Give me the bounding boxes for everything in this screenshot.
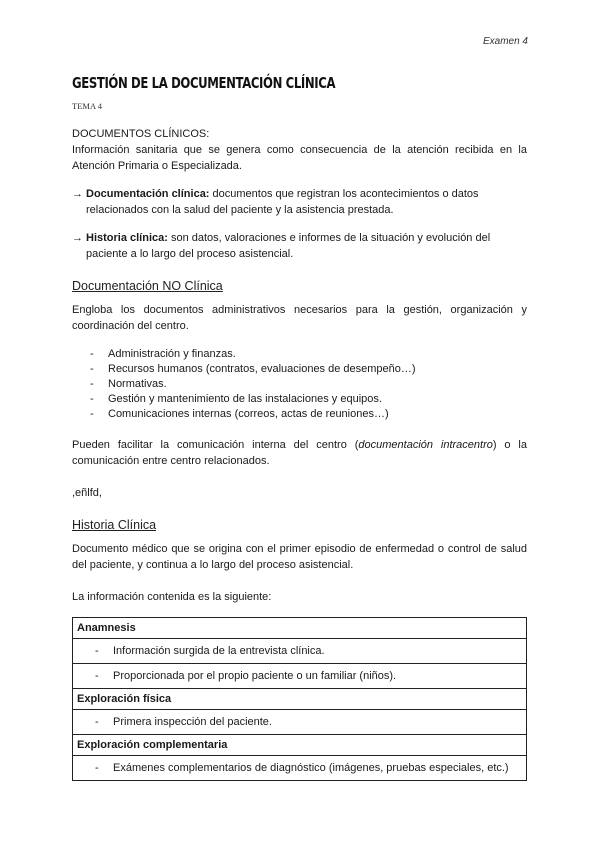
stray-text: ,eñlfd, (72, 487, 102, 499)
table-item: Información surgida de la entrevista clínica. (113, 645, 325, 657)
arrow-icon: → (72, 188, 83, 200)
document-body (72, 126, 527, 781)
table-item: Primera inspección del paciente. (113, 716, 272, 728)
table-section-title: Exploración complementaria (73, 735, 527, 756)
definition-item (72, 230, 527, 262)
non-clinical-text: Engloba los documentos administrativos necesarios para la gestión, organización y coordinación del centro. (72, 304, 527, 332)
definition-term: Documentación clínica: (86, 188, 210, 200)
table-intro: La información contenida es la siguiente: (72, 591, 272, 603)
table-row (73, 618, 527, 639)
table-row: - Información surgida de la entrevista clínica. (73, 639, 527, 664)
intro-heading: DOCUMENTOS CLÍNICOS: (72, 128, 210, 140)
definition-item (72, 186, 527, 218)
non-clinical-closing: Pueden facilitar la comunicación interna del centro (documentación intracentro) o la comunicación entre centro relacionados. (72, 439, 527, 467)
table-item: Proporcionada por el propio paciente o un familiar (niños). (113, 670, 397, 682)
arrow-icon: → (72, 232, 83, 244)
table-section-title: Exploración física (73, 689, 527, 710)
page-header-label: Examen 4 (482, 36, 528, 47)
table-row: - Proporcionada por el propio paciente o un familiar (niños). (73, 664, 527, 689)
document-title: GESTIÓN DE LA DOCUMENTACIÓN CLÍNICA (72, 74, 336, 92)
list-item: - Comunicaciones internas (correos, actas de reuniones…) (90, 408, 389, 420)
table-section-title: Anamnesis (73, 618, 527, 639)
list-item: - Administración y finanzas. (90, 348, 236, 360)
list-item: - Gestión y mantenimiento de las instalaciones y equipos. (90, 393, 382, 405)
section-heading-history: Historia Clínica (72, 518, 157, 532)
definition-text: son datos, valoraciones e informes de la situación y evolución del paciente a lo largo del proceso asistencial. (86, 232, 491, 260)
history-text: Documento médico que se origina con el primer episodio de enfermedad o control de salud del paciente, y continua a lo largo del proceso asistencial. (72, 543, 527, 571)
table-item: Exámenes complementarios de diagnóstico (imágenes, pruebas especiales, etc.) (113, 762, 509, 774)
table-row: - Exámenes complementarios de diagnóstico (imágenes, pruebas especiales, etc.) (73, 756, 527, 781)
table-row (73, 689, 527, 710)
definition-term: Historia clínica: (86, 232, 168, 244)
info-table (72, 617, 527, 781)
list-item: - Normativas. (90, 378, 167, 390)
non-clinical-list (72, 346, 527, 421)
table-row: - Primera inspección del paciente. (73, 710, 527, 735)
intro-text: Información sanitaria que se genera como consecuencia de la atención recibida en la Atención Primaria o Especializada. (72, 144, 527, 172)
definition-text: documentos que registran los acontecimientos o datos relacionados con la salud del paciente y la asistencia prestada. (86, 188, 479, 216)
table-row (73, 735, 527, 756)
document-subtitle: TEMA 4 (72, 101, 102, 111)
section-heading-non-clinical: Documentación NO Clínica (72, 279, 223, 293)
list-item: - Recursos humanos (contratos, evaluaciones de desempeño…) (90, 363, 416, 375)
